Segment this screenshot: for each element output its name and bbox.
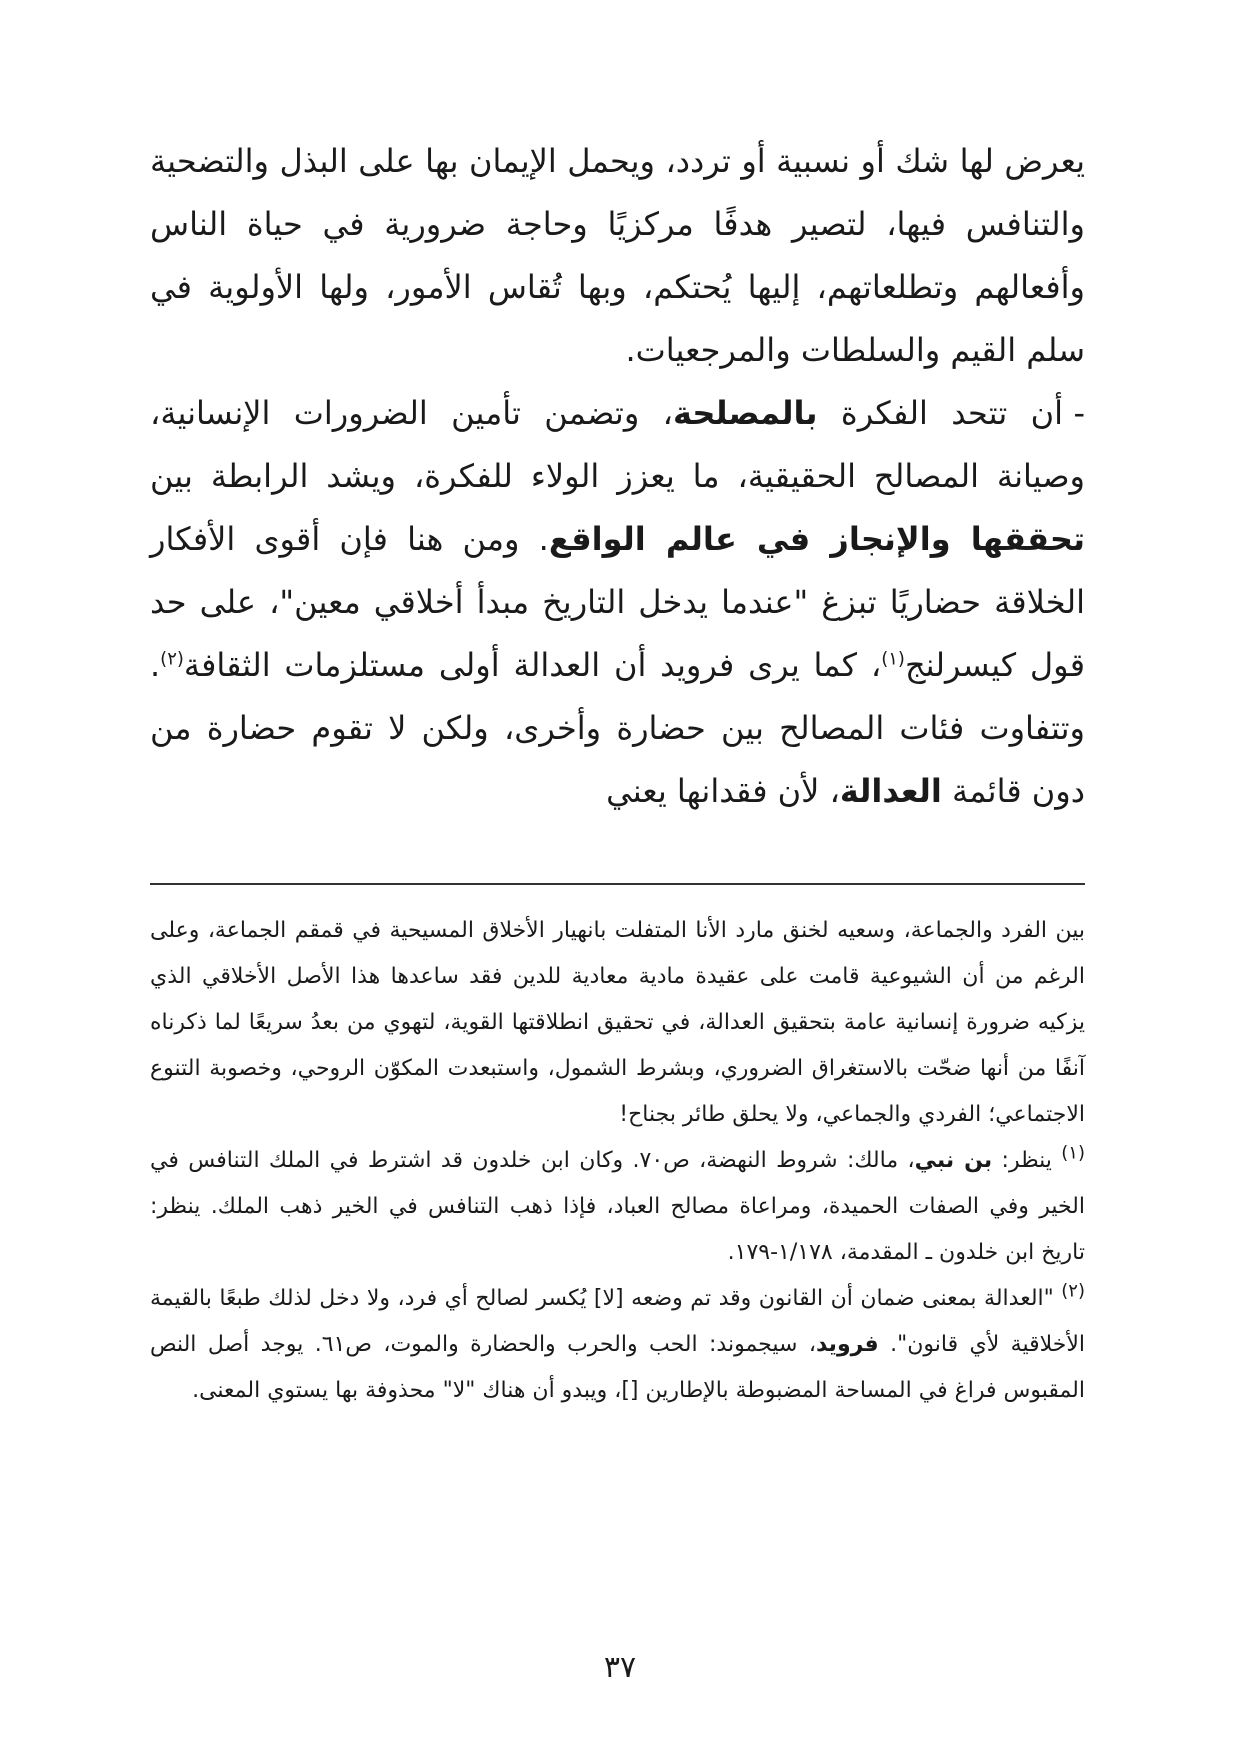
footnote-author: فرويد [815,1332,879,1357]
footnote-continuation: بين الفرد والجماعة، وسعيه لخنق مارد الأنا المتفلت بانهيار الأخلاق المسيحية في قمقم الجماعة، وعلى الرغم من أن الشيوعية قامت على عقيدة مادية معادية للدين فقد ساعدها هذا الأصل الأخلاقي الذي يزكيه ضرورة إنسانية عامة بتحقيق العدالة، في تحقيق انطلاقتها القوية، لتهوي من بعدُ سريعًا لما ذكرناه آنفًا من أنها ضحّت بالاستغراق الضروري، وبشرط الشمول، واستبعدت المكوّن الروحي، وخصوبة التنوع الاجتماعي؛ الفردي والجماعي، ولا يحلق طائر بجناح! [150,918,1085,1127]
footnote-2 [150,1276,1085,1414]
footnote-2-mark: (٢) [1061,1280,1085,1302]
bold-term-justice: العدالة [839,772,942,810]
bullet-dash: - [1073,394,1086,432]
footnote-1-mark: (١) [1061,1142,1085,1164]
bullet-item-interest [150,382,1085,823]
body-text [150,130,1085,823]
footnote-text: "العدالة بمعنى ضمان أن القانون وقد تم وضعه [لا] يُكسر لصالح أي فرد، ولا دخل لذلك طبعًا بالقيمة الأخلاقية لأي قانون". [150,1286,1086,1357]
bullet-text: ، كما يرى فرويد أن العدالة أولى مستلزمات الثقافة [183,646,882,684]
bullet-text: ، لأن فقدانها يعني [606,772,840,810]
footnote-text: ، مالك: شروط النهضة، ص٧٠. وكان ابن خلدون قد اشترط في الملك التنافس في الخير وفي الصفات الحميدة، ومراعاة مصالح العباد، فإذا ذهب التنافس في الخير ذهب الملك. ينظر: تاريخ ابن خلدون ـ المقدمة، ١/١٧٨-١٧٩. [150,1148,1085,1265]
page-number: ٣٧ [603,1650,637,1685]
bullet-text: ، وتضمن تأمين الضرورات الإنسانية، وصيانة المصالح الحقيقية، ما يعزز الولاء للفكرة، ويشد الرابطة بين [150,394,1085,495]
footnote-text: ، سيجموند: الحب والحرب والحضارة والموت، ص٦١. يوجد أصل النص المقبوس فراغ في المساحة المضبوطة بالإطارين []، ويبدو أن هناك "لا" محذوفة بها يستوي المعنى. [150,1332,1085,1403]
bold-term-interest: بالمصلحة [672,394,818,432]
footnotes-section [150,908,1085,1414]
bullet-text: . وتتفاوت فئات المصالح بين حضارة وأخرى، ولكن لا تقوم حضارة من دون قائمة [150,646,1085,810]
footnote-text: ينظر: [992,1148,1062,1173]
footnote-divider [150,883,1085,885]
main-text [150,130,1085,823]
bullet-text: . ومن هنا فإن أقوى الأفكار الخلاقة حضاريًا تبزغ "عندما يدخل التاريخ مبدأ أخلاقي معين"، على حد قول كيسرلنج [150,520,1086,684]
footnote-ref-2[interactable]: (٢) [160,648,184,670]
footnote-ref-1[interactable]: (١) [881,648,905,670]
bold-term-realization: تحققها والإنجاز في عالم الواقع [548,520,1086,558]
footnote-1 [150,1138,1085,1276]
paragraph-continued: يعرض لها شك أو نسبية أو تردد، ويحمل الإيمان بها على البذل والتضحية والتنافس فيها، لتصير هدفًا مركزيًا وحاجة ضرورية في حياة الناس وأفعالهم وتطلعاتهم، إليها يُحتكم، وبها تُقاس الأمور، ولها الأولوية في سلم القيم والسلطات والمرجعيات. [150,142,1085,369]
bullet-text: أن تتحد الفكرة [817,394,1064,432]
footnote-author: بن نبي [914,1148,993,1173]
